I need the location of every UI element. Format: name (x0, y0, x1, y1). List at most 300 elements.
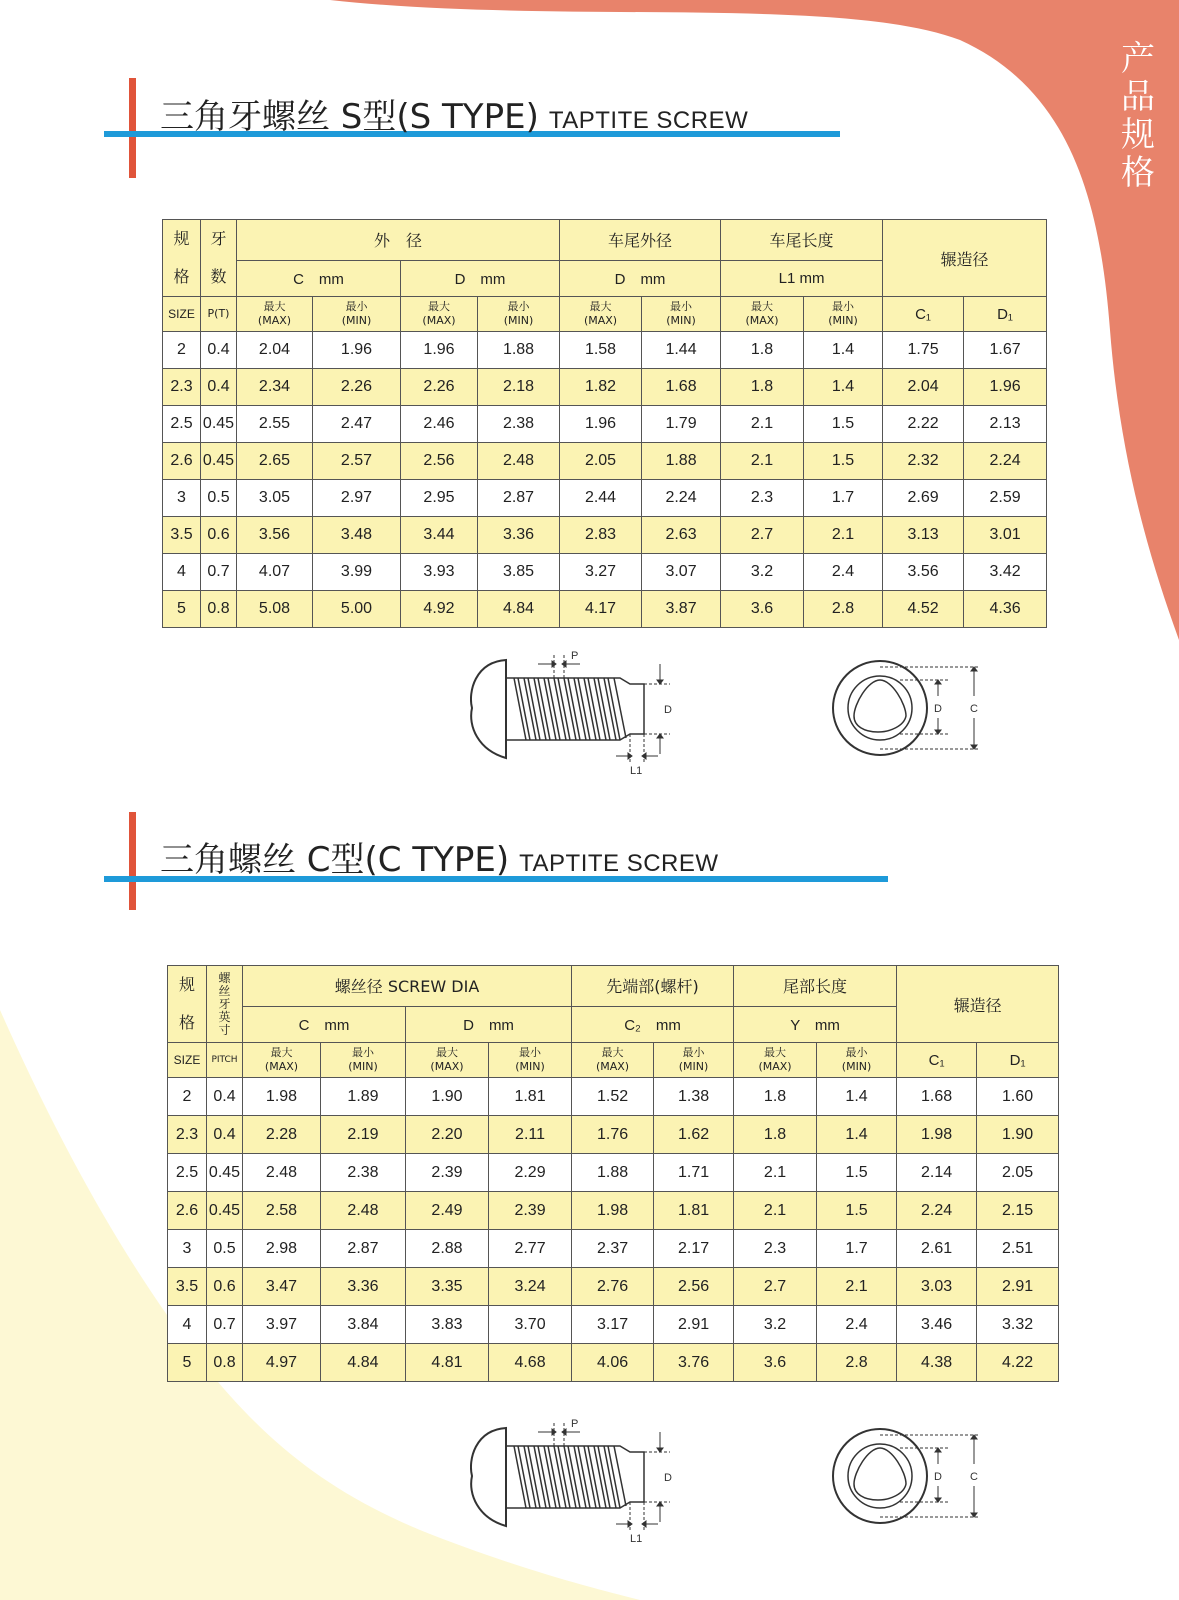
section-s-title-main: 三角牙螺丝 S型(S TYPE) (160, 97, 539, 137)
table-cell: 3.99 (313, 554, 401, 591)
header-max (406, 1043, 489, 1078)
screw-side-view-diagram (470, 1418, 690, 1543)
diagram-label-l1: L1 (630, 765, 643, 775)
header-min (313, 297, 401, 332)
table-cell: 2.8 (817, 1344, 897, 1382)
table-cell: 4.36 (964, 591, 1047, 628)
table-cell: 2.39 (489, 1192, 572, 1230)
table-cell: 0.6 (201, 517, 237, 554)
table-cell: 3.27 (560, 554, 642, 591)
header-pitch-mid: 数 (210, 267, 227, 286)
table-cell: 2.46 (401, 406, 478, 443)
table-cell: 3.42 (964, 554, 1047, 591)
header-c2-mm: C₂ mm (572, 1006, 734, 1042)
table-cell: 4.22 (977, 1344, 1059, 1382)
table-cell: 1.5 (817, 1154, 897, 1192)
table-cell: 3.05 (237, 480, 313, 517)
header-max-en: (MAX) (583, 314, 618, 327)
table-cell: 2.17 (654, 1230, 734, 1268)
table-row (163, 591, 1047, 628)
header-max (243, 1043, 321, 1078)
header-min (478, 297, 560, 332)
table-cell: 2.26 (401, 369, 478, 406)
table-cell: 1.67 (964, 332, 1047, 369)
header-max-cn: 最大 (751, 300, 774, 313)
screw-end-view-diagram (830, 660, 1000, 760)
table-cell: 2.91 (654, 1306, 734, 1344)
header-size-mid: 格 (173, 267, 190, 286)
header-tip-shank: 先端部(螺杆) (572, 966, 734, 1007)
table-cell: 1.8 (721, 332, 804, 369)
table-cell: 1.75 (883, 332, 964, 369)
header-size-mid: 格 (178, 1013, 195, 1032)
table-cell: 2.77 (489, 1230, 572, 1268)
table-cell: 0.45 (201, 406, 237, 443)
table-cell: 2.22 (883, 406, 964, 443)
table-cell: 1.8 (721, 369, 804, 406)
screw-head (471, 660, 506, 758)
table-cell: 2.8 (804, 591, 883, 628)
table-cell: 3.17 (572, 1306, 654, 1344)
table-cell: 0.4 (201, 332, 237, 369)
table-cell: 2.56 (401, 443, 478, 480)
table-cell: 2.88 (406, 1230, 489, 1268)
table-cell: 3.35 (406, 1268, 489, 1306)
table-cell: 3.93 (401, 554, 478, 591)
table-cell: 1.98 (572, 1192, 654, 1230)
table-cell: 2.11 (489, 1116, 572, 1154)
table-cell: 1.52 (572, 1078, 654, 1116)
table-row (168, 1344, 1059, 1382)
table-cell: 2.5 (163, 406, 201, 443)
header-max (572, 1043, 654, 1078)
section-c-title-main: 三角螺丝 C型(C TYPE) (160, 840, 510, 880)
table-cell: 4 (163, 554, 201, 591)
table-cell: 1.81 (654, 1192, 734, 1230)
header-max-cn: 最大 (270, 1046, 293, 1059)
table-s-type (162, 219, 1047, 628)
diagram-label-d: D (664, 704, 672, 716)
table-cell: 2.1 (721, 406, 804, 443)
table-cell: 1.81 (489, 1078, 572, 1116)
table-row (163, 517, 1047, 554)
table-cell: 1.96 (401, 332, 478, 369)
table-cell: 2.55 (237, 406, 313, 443)
table-cell: 0.45 (207, 1192, 243, 1230)
table-cell: 2.32 (883, 443, 964, 480)
table-cell: 3.87 (642, 591, 721, 628)
header-pitch-top: 牙 (210, 229, 227, 248)
header-min-en: (MIN) (678, 1060, 709, 1073)
table-cell: 2.13 (964, 406, 1047, 443)
table-cell: 2.48 (321, 1192, 406, 1230)
header-min-cn: 最小 (345, 300, 368, 313)
table-cell: 1.90 (977, 1116, 1059, 1154)
screw-side-view-diagram (470, 650, 690, 775)
table-cell: 0.5 (207, 1230, 243, 1268)
table-cell: 1.62 (654, 1116, 734, 1154)
table-cell: 1.79 (642, 406, 721, 443)
header-d-mm: D mm (406, 1006, 572, 1042)
header-min-cn: 最小 (682, 1046, 705, 1059)
side-label-product-spec (1118, 40, 1158, 192)
table-cell: 2.34 (237, 369, 313, 406)
table-cell: 3.76 (654, 1344, 734, 1382)
table-cell: 2.4 (804, 554, 883, 591)
header-max-cn: 最大 (263, 300, 286, 313)
header-min-en: (MIN) (341, 314, 372, 327)
table-cell: 2.3 (168, 1116, 207, 1154)
table-cell: 2.97 (313, 480, 401, 517)
header-max-cn: 最大 (764, 1046, 787, 1059)
header-min-en: (MIN) (666, 314, 696, 327)
table-cell: 1.98 (897, 1116, 977, 1154)
table-cell: 2.95 (401, 480, 478, 517)
table-cell: 3.85 (478, 554, 560, 591)
table-cell: 4.81 (406, 1344, 489, 1382)
table-cell: 2.98 (243, 1230, 321, 1268)
header-min-cn: 最小 (507, 300, 530, 313)
table-cell: 0.45 (201, 443, 237, 480)
table-row (168, 1306, 1059, 1344)
table-cell: 2.1 (734, 1192, 817, 1230)
table-cell: 1.60 (977, 1078, 1059, 1116)
table-cell: 2 (168, 1078, 207, 1116)
table-cell: 2.4 (817, 1306, 897, 1344)
table-row (163, 443, 1047, 480)
table-cell: 1.96 (964, 369, 1047, 406)
table-cell: 1.88 (642, 443, 721, 480)
table-cell: 3.24 (489, 1268, 572, 1306)
table-cell: 2.3 (163, 369, 201, 406)
table-cell: 1.96 (560, 406, 642, 443)
table-cell: 4.52 (883, 591, 964, 628)
header-max-cn: 最大 (428, 300, 450, 313)
header-size (163, 220, 201, 297)
table-cell: 0.4 (207, 1078, 243, 1116)
table-cell: 4.07 (237, 554, 313, 591)
header-min-cn: 最小 (519, 1046, 542, 1059)
table-cell: 2.69 (883, 480, 964, 517)
table-cell: 0.4 (201, 369, 237, 406)
table-c-type (167, 965, 1059, 1382)
table-cell: 2.51 (977, 1230, 1059, 1268)
table-cell: 2.1 (804, 517, 883, 554)
table-row (163, 406, 1047, 443)
table-cell: 0.8 (201, 591, 237, 628)
header-c1: C₁ (897, 1043, 977, 1078)
table-cell: 3.07 (642, 554, 721, 591)
table-cell: 0.6 (207, 1268, 243, 1306)
table-cell: 1.71 (654, 1154, 734, 1192)
table-cell: 2.5 (168, 1154, 207, 1192)
header-max-cn: 最大 (601, 1046, 624, 1059)
table-row (168, 1078, 1059, 1116)
table-cell: 2.24 (897, 1192, 977, 1230)
diagram-label-c: C (970, 703, 978, 715)
header-d-mm: D mm (401, 260, 560, 296)
table-cell: 2.56 (654, 1268, 734, 1306)
header-pitch-inch (207, 966, 243, 1043)
header-c-mm: C mm (237, 260, 401, 296)
table-cell: 2.63 (642, 517, 721, 554)
table-cell: 1.8 (734, 1078, 817, 1116)
table-cell: 2.83 (560, 517, 642, 554)
table-cell: 4.84 (321, 1344, 406, 1382)
table-cell: 2.44 (560, 480, 642, 517)
header-min-en: (MIN) (828, 314, 858, 327)
header-min-en: (MIN) (515, 1060, 545, 1073)
table-row (163, 554, 1047, 591)
table-cell: 2.61 (897, 1230, 977, 1268)
table-cell: 3.32 (977, 1306, 1059, 1344)
screw-thread (506, 1446, 644, 1508)
table-cell: 2.05 (977, 1154, 1059, 1192)
title-red-bar (129, 812, 136, 910)
header-max (734, 1043, 817, 1078)
table-row (163, 332, 1047, 369)
header-screw-diameter: 螺丝径 SCREW DIA (243, 966, 572, 1007)
header-d1: D₁ (977, 1043, 1059, 1078)
header-min (489, 1043, 572, 1078)
header-l1-mm: L1 mm (721, 260, 883, 296)
table-cell: 1.88 (572, 1154, 654, 1192)
table-cell: 1.7 (817, 1230, 897, 1268)
table-cell: 2.28 (243, 1116, 321, 1154)
table-cell: 3.5 (163, 517, 201, 554)
section-s-heading (160, 89, 748, 138)
header-min (817, 1043, 897, 1078)
title-red-bar (129, 78, 136, 178)
table-cell: 2.1 (817, 1268, 897, 1306)
table-cell: 1.82 (560, 369, 642, 406)
section-c-heading (160, 832, 719, 881)
table-cell: 1.5 (804, 443, 883, 480)
table-cell: 3.83 (406, 1306, 489, 1344)
table-row (163, 480, 1047, 517)
diagram-label-p: P (571, 650, 579, 662)
table-cell: 1.76 (572, 1116, 654, 1154)
table-cell: 2.65 (237, 443, 313, 480)
table-cell: 2.3 (721, 480, 804, 517)
table-cell: 5 (163, 591, 201, 628)
table-row (168, 1154, 1059, 1192)
header-max (237, 297, 313, 332)
header-min (654, 1043, 734, 1078)
table-cell: 2.3 (734, 1230, 817, 1268)
side-label-char: 格 (1121, 153, 1155, 193)
side-label-char: 规 (1121, 115, 1155, 155)
table-cell: 1.96 (313, 332, 401, 369)
table-cell: 1.4 (804, 332, 883, 369)
header-y-mm: Y mm (734, 1006, 897, 1042)
header-c1: C₁ (883, 297, 964, 332)
table-cell: 3.6 (721, 591, 804, 628)
table-cell: 4.92 (401, 591, 478, 628)
table-cell: 1.38 (654, 1078, 734, 1116)
header-min-cn: 最小 (845, 1046, 868, 1059)
table-cell: 4.68 (489, 1344, 572, 1382)
header-tail-length: 尾部长度 (734, 966, 897, 1007)
header-min-en: (MIN) (503, 314, 534, 327)
table-cell: 4.17 (560, 591, 642, 628)
table-cell: 2.49 (406, 1192, 489, 1230)
diagram-label-d: D (664, 1472, 672, 1484)
table-cell: 1.90 (406, 1078, 489, 1116)
table-cell: 2.57 (313, 443, 401, 480)
table-cell: 2 (163, 332, 201, 369)
table-cell: 3.97 (243, 1306, 321, 1344)
table-cell: 3.2 (734, 1306, 817, 1344)
table-cell: 0.5 (201, 480, 237, 517)
table-cell: 0.4 (207, 1116, 243, 1154)
section-s-title-sub: TAPTITE SCREW (548, 107, 749, 134)
screw-end-view-diagram (830, 1428, 1000, 1528)
table-cell: 4.97 (243, 1344, 321, 1382)
header-max-en: (MAX) (758, 1060, 792, 1073)
table-row (168, 1268, 1059, 1306)
table-cell: 1.5 (817, 1192, 897, 1230)
table-cell: 1.4 (817, 1116, 897, 1154)
table-cell: 3.48 (313, 517, 401, 554)
table-cell: 4.38 (897, 1344, 977, 1382)
header-pitch-en: PITCH (207, 1043, 243, 1078)
table-cell: 3.44 (401, 517, 478, 554)
table-cell: 1.4 (804, 369, 883, 406)
diagram-label-c: C (970, 1471, 978, 1483)
header-rolling-diameter: 辗造径 (897, 966, 1059, 1043)
table-row (163, 369, 1047, 406)
table-cell: 2.6 (168, 1192, 207, 1230)
table-c-body (168, 1078, 1059, 1382)
table-cell: 2.37 (572, 1230, 654, 1268)
header-size-top: 规 (173, 229, 190, 248)
table-row (168, 1192, 1059, 1230)
table-cell: 2.1 (734, 1154, 817, 1192)
side-label-char: 品 (1121, 77, 1155, 117)
header-tail-outer-diameter: 车尾外径 (560, 220, 721, 261)
table-cell: 5.00 (313, 591, 401, 628)
table-cell: 2.04 (883, 369, 964, 406)
header-size (168, 966, 207, 1043)
header-outer-diameter: 外 径 (237, 220, 560, 261)
header-min (804, 297, 883, 332)
table-cell: 2.76 (572, 1268, 654, 1306)
table-cell: 1.88 (478, 332, 560, 369)
table-cell: 2.7 (734, 1268, 817, 1306)
table-cell: 1.8 (734, 1116, 817, 1154)
table-cell: 3.56 (883, 554, 964, 591)
header-min-cn: 最小 (670, 300, 693, 313)
header-min-en: (MIN) (348, 1060, 378, 1073)
table-cell: 2.26 (313, 369, 401, 406)
table-cell: 2.19 (321, 1116, 406, 1154)
table-cell: 2.1 (721, 443, 804, 480)
table-cell: 3.01 (964, 517, 1047, 554)
table-cell: 2.58 (243, 1192, 321, 1230)
header-min-cn: 最小 (832, 300, 855, 313)
table-cell: 5 (168, 1344, 207, 1382)
table-cell: 1.68 (642, 369, 721, 406)
table-cell: 3.03 (897, 1268, 977, 1306)
table-cell: 2.14 (897, 1154, 977, 1192)
table-cell: 3 (163, 480, 201, 517)
table-cell: 3.70 (489, 1306, 572, 1344)
table-cell: 2.87 (321, 1230, 406, 1268)
table-row (168, 1116, 1059, 1154)
table-cell: 3 (168, 1230, 207, 1268)
table-cell: 1.98 (243, 1078, 321, 1116)
side-label-char: 产 (1121, 39, 1155, 79)
table-cell: 0.45 (207, 1154, 243, 1192)
header-d-mm-tail: D mm (560, 260, 721, 296)
header-max (721, 297, 804, 332)
table-cell: 4 (168, 1306, 207, 1344)
table-cell: 1.89 (321, 1078, 406, 1116)
header-max-en: (MAX) (264, 1060, 299, 1073)
table-cell: 1.44 (642, 332, 721, 369)
table-cell: 1.7 (804, 480, 883, 517)
table-cell: 2.87 (478, 480, 560, 517)
header-min-cn: 最小 (352, 1046, 374, 1059)
table-cell: 1.58 (560, 332, 642, 369)
header-d1: D₁ (964, 297, 1047, 332)
header-min (642, 297, 721, 332)
header-rolling-diameter: 辗造径 (883, 220, 1047, 297)
table-cell: 1.68 (897, 1078, 977, 1116)
table-cell: 2.47 (313, 406, 401, 443)
table-cell: 2.91 (977, 1268, 1059, 1306)
table-cell: 2.7 (721, 517, 804, 554)
table-cell: 2.24 (642, 480, 721, 517)
table-cell: 2.38 (321, 1154, 406, 1192)
table-cell: 2.24 (964, 443, 1047, 480)
diagram-label-l1: L1 (630, 1533, 643, 1543)
table-cell: 3.2 (721, 554, 804, 591)
table-cell: 2.48 (243, 1154, 321, 1192)
header-max-en: (MAX) (422, 314, 456, 327)
table-cell: 2.6 (163, 443, 201, 480)
table-cell: 3.56 (237, 517, 313, 554)
section-c-title-sub: TAPTITE SCREW (519, 850, 719, 877)
table-cell: 3.5 (168, 1268, 207, 1306)
header-tail-length: 车尾长度 (721, 220, 883, 261)
table-cell: 1.5 (804, 406, 883, 443)
table-cell: 4.06 (572, 1344, 654, 1382)
table-cell: 3.6 (734, 1344, 817, 1382)
header-min (321, 1043, 406, 1078)
table-cell: 5.08 (237, 591, 313, 628)
table-cell: 3.47 (243, 1268, 321, 1306)
diagram-label-d-end: D (934, 703, 942, 715)
table-cell: 4.84 (478, 591, 560, 628)
table-cell: 0.8 (207, 1344, 243, 1382)
table-row (168, 1230, 1059, 1268)
header-max (560, 297, 642, 332)
header-max-en: (MAX) (595, 1060, 630, 1073)
header-max-cn: 最大 (589, 300, 612, 313)
table-cell: 1.4 (817, 1078, 897, 1116)
table-cell: 3.46 (897, 1306, 977, 1344)
table-cell: 2.59 (964, 480, 1047, 517)
diagram-label-p: P (571, 1418, 579, 1430)
header-pitch-en: P(T) (201, 297, 237, 332)
header-max-cn: 最大 (436, 1046, 458, 1059)
table-cell: 2.04 (237, 332, 313, 369)
screw-thread (506, 678, 644, 740)
header-max-en: (MAX) (257, 314, 292, 327)
header-max-en: (MAX) (745, 314, 779, 327)
